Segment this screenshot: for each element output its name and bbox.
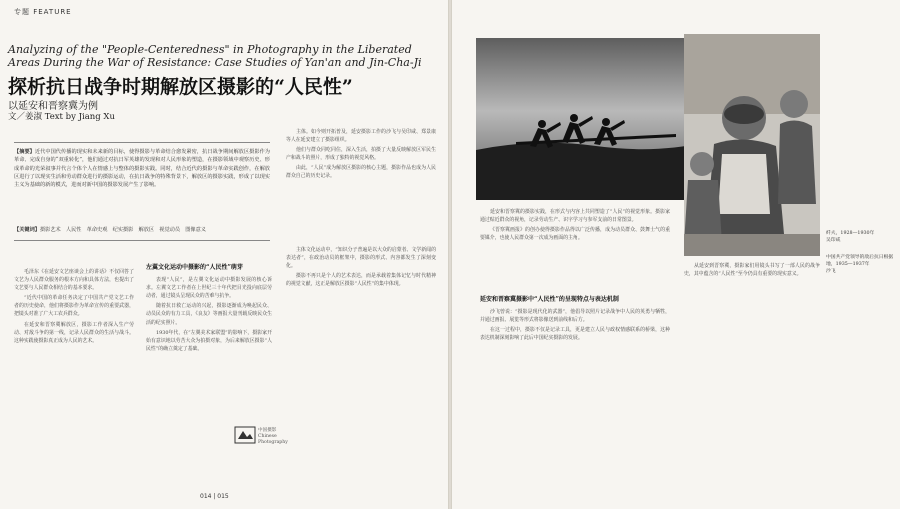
article-subtitle: 以延安和晋察冀为例	[8, 101, 98, 112]
right-page	[452, 0, 900, 509]
children-photo	[684, 34, 820, 256]
paragraph: 1930年代，在“左翼美术家联盟”的影响下，摄影家开始有意识地以劳苦大众为拍摄对象，为后来解放区摄影“人民性”的确立奠定了基础。	[146, 329, 272, 352]
paragraph: 毛泽东《在延安文艺座谈会上的讲话》不仅回答了文艺为人民群众服务的根本方向和具体方法，也提出了文艺要与人民群众相结合的基本要求。	[14, 269, 134, 292]
body-column	[286, 246, 436, 420]
body-column	[146, 258, 272, 486]
body-column	[14, 268, 134, 486]
body-column	[286, 128, 436, 240]
caption-2-title: 中国共产党领导的敌后抗日根据地，1935—1937年	[826, 255, 894, 267]
page-number-left: 014	[200, 493, 212, 500]
divider	[14, 240, 270, 241]
paragraph: 在延安和晋察冀解放区，摄影工作者深入生产劳动、对敌斗争的第一线，记录人民群众的生活与战斗。这种实践使摄影真正成为人民的艺术。	[14, 321, 134, 344]
page-number-right: 015	[217, 493, 229, 500]
paragraph: 随着抗日救亡运动的兴起，摄影逐渐成为唤起民众、动员民众的有力工具，《良友》等画报大量刊载反映民众生活的纪实照片。	[146, 303, 272, 326]
paragraph: “近代中国的革命任务决定了中国共产党文艺工作者的历史使命，他们将摄影作为革命宣传的重要武器，把镜头对准了广大工农兵群众。	[14, 295, 134, 318]
photo-credit: 中国摄影 Chinese Photography	[258, 428, 288, 445]
abstract-text: 近代中国代传播的现实和未来新的目标，使得摄影与革命结合愈发紧密，抗日战争期间解放区摄影作为革命、完成自身的“双重转化”，他们通过对抗日军英雄的发现和对人民形象的塑造，在摄影领域中观察历史、形成革命的光荣叙事并代言个体个人在情感上与整体的摄影实践。同时，结合近代的摄影与革命实践创作，在解放区进行了以现实生活和劳动群众进行的摄影运动，在抗日战争的特殊背景下，解放区的摄影实践，形成了以现实主义为基础的新的模式，进而对新中国的摄影发展产生了影响。	[14, 149, 270, 189]
paragraph: 主体。如今则开拓普及，延安摄影工作的沙飞与吴印咸、郑景康等人在延安建立了摄影组织。	[286, 129, 436, 144]
section-heading: 左翼文化运动中摄影的“人民性”萌芽	[146, 264, 243, 271]
paragraph: 从延安到晋察冀，摄影家们用镜头书写了一部人民的战争史，其中蕴含的“人民性”至今仍具有重要的现实意义。	[684, 263, 820, 278]
keywords-label: 【关键词】	[14, 227, 40, 233]
abstract-label: 【摘要】	[14, 149, 35, 155]
caption-2-author: 沙飞	[826, 269, 836, 274]
silhouette-photo	[476, 38, 706, 200]
paragraph: 表现“人民”，是左翼文化运动中摄影发展的核心诉求。左翼文艺工作者在上世纪三十年代把目光投向底层劳动者，通过镜头呈现民众的苦难与抗争。	[146, 277, 272, 300]
paragraph: 他们与群众同吃同住，深入生活，拍摄了大量反映解放区军民生产和战斗的照片，形成了独特的视觉风格。	[286, 147, 436, 162]
caption-1-author: 吴印咸	[826, 238, 841, 243]
photo-caption-2	[826, 254, 896, 275]
paragraph: 《晋察冀画报》的创办使得摄影作品得以广泛传播，成为动员群众、鼓舞士气的重要媒介，也使人民群众第一次成为画面的主角。	[480, 227, 670, 242]
paragraph: 主体文化运动中，“知识分子普遍是以大众的启蒙者、文学新闻的表达者”，在政治动员的框架中，摄影的形式、内容都发生了深刻变化。	[286, 247, 436, 270]
body-column	[480, 208, 670, 282]
abstract	[14, 148, 270, 189]
body-column	[480, 290, 670, 486]
article-title-en: Analyzing of the "People-Centeredness" in Photography in the Liberated Areas During the War of Resistance: Case Studies of Yan'an and Jin-Cha-Ji	[8, 43, 422, 69]
keywords	[14, 226, 270, 233]
paragraph: 由此，“人民”成为解放区摄影的核心主题，摄影作品也成为人民群众自己的历史记录。	[286, 165, 436, 180]
left-page	[0, 0, 448, 509]
paragraph: 沙飞曾说：“摄影是现代化的武器”，他倡导以照片记录战争中人民的英勇与牺牲，并通过画报、展览等形式将影像送到前线和后方。	[480, 309, 670, 324]
caption-1-title: 纤夫，1928—1930年	[826, 231, 875, 236]
paragraph: 摄影不再只是个人的艺术表达，而是承载着集体记忆与时代精神的视觉文献，这正是解放区摄影“人民性”的集中体现。	[286, 273, 436, 288]
section-heading: 延安和晋察冀摄影中“人民性”的呈现特点与表达机制	[480, 296, 619, 303]
magazine-logo-icon	[234, 426, 256, 444]
keywords-text: 摄影艺术 人民性 革命史观 纪实摄影 解放区 视觉动员 图像意义	[39, 227, 206, 233]
author-line: 文／姜淑 Text by Jiang Xu	[8, 112, 115, 122]
paragraph: 延安和晋察冀的摄影实践，在形式与内容上共同塑造了“人民”的视觉形象。摄影家通过贴近群众的视角，记录劳动生产、识字学习与参军支前的日常图景。	[480, 209, 670, 224]
section-label: 专题 FEATURE	[14, 8, 72, 16]
page-number: 014 | 015	[200, 493, 229, 500]
photo-caption-1	[826, 230, 896, 244]
body-column	[684, 262, 820, 486]
article-title-cn: 探析抗日战争时期解放区摄影的“人民性”	[8, 76, 353, 98]
paragraph: 在这一过程中，摄影不仅是记录工具，更是建立人民与政权情感联系的桥梁，这种表达机制深刻影响了此后中国纪实摄影的发展。	[480, 327, 670, 342]
divider	[14, 142, 270, 143]
